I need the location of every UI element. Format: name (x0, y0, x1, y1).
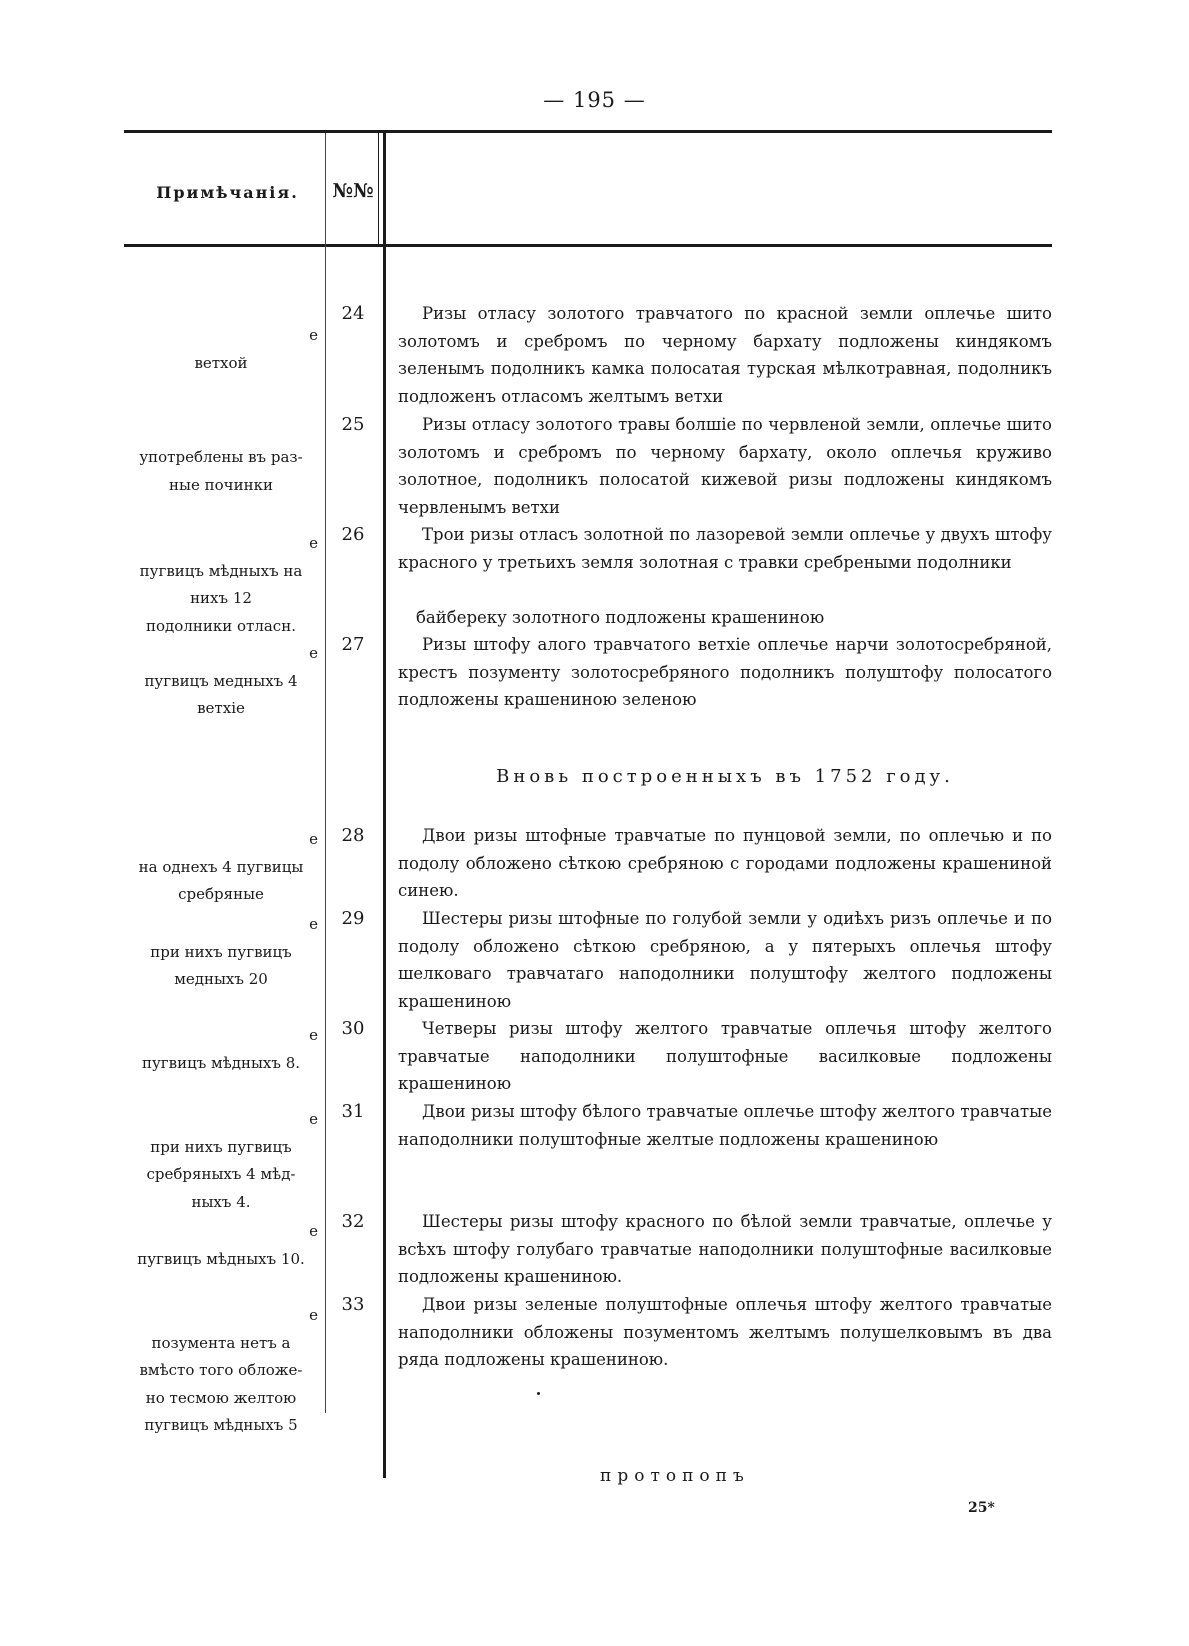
note-marker: е (309, 1306, 318, 1324)
note-line: сребряные (178, 885, 264, 903)
note-marker: е (309, 915, 318, 933)
note-line: при нихъ пугвицъ (150, 1137, 292, 1156)
entry-24-text: Ризы отласу золотого травчатого по красной земли оплечье шито золотомъ и сребромъ по черному бархату подложены киндякомъ зеленымъ подолникъ камка полосатая турская мѣлкотравная, подолникъ подложенъ отласомъ желтымъ ветхи (398, 304, 1052, 406)
note-marker: е (309, 644, 318, 662)
note-line: на однехъ 4 пугвицы (138, 857, 304, 876)
header-top-rule (124, 130, 1052, 133)
entry-number-25: 25 (341, 414, 365, 435)
note-marker: е (309, 830, 318, 848)
note-marker: е (309, 326, 318, 344)
note-line: пугвицъ мѣдныхъ 5 (144, 1416, 298, 1434)
note-line: пугвицъ медныхъ 4 (144, 671, 298, 690)
notes-column-divider (325, 133, 326, 1413)
note-line: ветхой (194, 353, 248, 372)
notes-column-header: Примѣчанія. (156, 183, 299, 202)
entry-number-24: 24 (341, 303, 365, 324)
section-title: Вновь построенныхъ въ 1752 году. (496, 766, 954, 787)
note-29 (122, 911, 320, 994)
note-31 (122, 1106, 320, 1216)
entry-number-30: 30 (341, 1018, 365, 1039)
entry-number-29: 29 (341, 908, 365, 929)
main-column-divider (383, 133, 386, 1478)
note-line: при нихъ пугвицъ (150, 942, 292, 961)
note-27 (122, 640, 320, 723)
note-line: употреблены въ раз- (139, 448, 303, 466)
note-line: ные починки (169, 475, 273, 494)
note-marker: е (309, 1222, 318, 1240)
signature-mark: 25* (968, 1500, 995, 1516)
page-number: — 195 — (543, 88, 646, 112)
entry-25-text: Ризы отласу золотого травы болшіе по червленой земли, оплечье шито золотомъ и сребромъ по черному бархату, около оплечья круживо золотное, подолникъ полосатой кижевой ризы подложены киндякомъ червленымъ ветхи (398, 415, 1052, 517)
note-line: вмѣсто того обложе- (139, 1361, 303, 1379)
note-line: пугвицъ мѣдныхъ на (139, 561, 303, 580)
note-marker: е (309, 534, 318, 552)
note-line: сребряныхъ 4 мѣд- (146, 1165, 296, 1183)
entry-number-32: 32 (341, 1211, 365, 1232)
note-32 (122, 1218, 320, 1273)
note-30 (122, 1022, 320, 1077)
entry-number-27: 27 (341, 634, 365, 655)
note-line: ветхіе (197, 699, 245, 717)
entry-26-text: Трои ризы отласъ золотной по лазоревой земли оплечье у двухъ штофу красного у третьихъ земля золотная с травки сребреными подолники (398, 525, 1052, 572)
number-column-header: №№ (332, 180, 374, 202)
entry-31-text: Двои ризы штофу бѣлого травчатые оплечье штофу желтого травчатые наподолники полуштофные желтые подложены крашениною (398, 1102, 1052, 1149)
print-speck (537, 1392, 540, 1395)
entry-26-continuation: байбереку золотного подложены крашениною (416, 608, 825, 627)
note-24 (122, 322, 320, 377)
entry-number-31: 31 (341, 1101, 365, 1122)
note-25 (122, 444, 320, 499)
note-line: пугвицъ мѣдныхъ 10. (137, 1249, 305, 1268)
entry-number-33: 33 (341, 1294, 365, 1315)
note-33 (122, 1302, 320, 1440)
note-line: но тесмою желтою (145, 1388, 297, 1407)
note-line: позумента нетъ а (151, 1333, 291, 1352)
note-28 (122, 826, 320, 909)
note-line: медныхъ 20 (174, 970, 268, 988)
entry-27-text: Ризы штофу алого травчатого ветхіе оплечье нарчи золотосребряной, крестъ позументу золотосребряного подолникъ полуштофу полосатого подложены крашениною зеленою (398, 635, 1052, 709)
entry-32-text: Шестеры ризы штофу красного по бѣлой земли травчатые, оплечье у всѣхъ штофу голубаго травчатые наподолники полуштофные василковые подложены крашениною. (398, 1212, 1052, 1286)
note-26 (122, 530, 320, 640)
note-line: пугвицъ мѣдныхъ 8. (141, 1053, 301, 1072)
note-marker: е (309, 1026, 318, 1044)
entry-33-text: Двои ризы зеленые полуштофные оплечья штофу желтого травчатые наподолники обложены позументомъ желтымъ полушелковымъ въ два ряда подложены крашениною. (398, 1295, 1052, 1369)
entry-number-26: 26 (341, 524, 365, 545)
note-line: нихъ 12 (190, 589, 252, 607)
note-line: подолники отласн. (146, 616, 296, 635)
entry-29-text: Шестеры ризы штофные по голубой земли у одиѣхъ ризъ оплечье и по подолу обложено сѣткою сребряною, а у пятерыхъ оплечья штофу шелковаго травчатаго наподолники полуштофу желтого подложены крашениною (398, 909, 1052, 1011)
entry-30-text: Четверы ризы штофу желтого травчатые оплечья штофу желтого травчатые наподолники полуштофные василковые подложены крашениною (398, 1019, 1052, 1093)
entry-number-28: 28 (341, 825, 365, 846)
entry-28-text: Двои ризы штофные травчатые по пунцовой земли, по оплечью и по подолу обложено сѣткою сребряною с городами подложены крашениной синею. (398, 826, 1052, 900)
header-bottom-rule (124, 244, 1052, 247)
note-marker: е (309, 1110, 318, 1128)
note-line: ныхъ 4. (191, 1192, 251, 1211)
signature-text: протопопъ (600, 1466, 750, 1486)
